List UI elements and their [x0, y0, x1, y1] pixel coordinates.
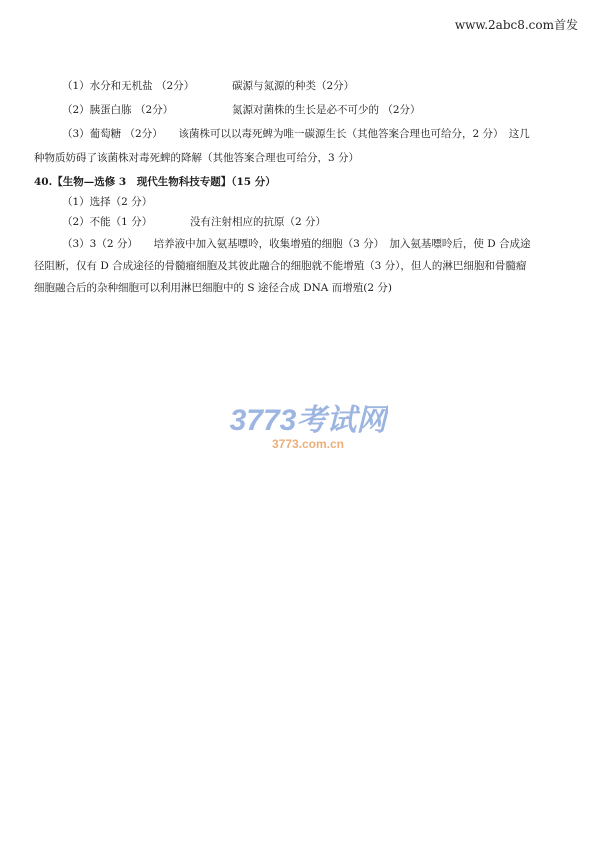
watermark-logo: [228, 400, 388, 456]
q40-item3-line3: 细胞融合后的杂种细胞可以利用淋巴细胞中的 S 途径合成 DNA 而增殖(2 分): [34, 282, 392, 294]
q39-item3-line2: 种物质妨碍了该菌株对毒死蜱的降解（其他答案合理也可给分，3 分）: [34, 152, 360, 164]
q39-item3-line1: （3）葡萄糖 （2分） 该菌株可以以毒死蜱为唯一碳源生长（其他答案合理也可给分，2 分） 这几: [62, 128, 530, 140]
q40-item1: （1）选择（2 分）: [62, 196, 153, 208]
q39-item1-part-b: 碳源与氮源的种类（2分）: [232, 80, 355, 92]
q40-item2-part-b: 没有注射相应的抗原（2 分）: [190, 216, 327, 228]
q40-heading: 40.【生物—选修 3 现代生物科技专题】（15 分）: [34, 176, 276, 188]
site-url-header: www.2abc8.com首发: [454, 18, 578, 32]
q39-item2-part-b: 氮源对菌株的生长是必不可少的 （2分）: [232, 104, 421, 116]
watermark-logo-text: 3773考试网: [229, 404, 387, 437]
watermark-url-text: 3773.com.cn: [271, 437, 345, 451]
q40-item3-line2: 径阻断，仅有 D 合成途径的骨髓瘤细胞及其彼此融合的细胞就不能增殖（3 分），但人的淋巴细胞和骨髓瘤: [34, 260, 527, 272]
q40-item2-part-a: （2）不能（1 分）: [62, 216, 153, 228]
q39-item2-part-a: （2）胰蛋白胨 （2分）: [62, 104, 174, 116]
q40-item3-line1: （3）3（2 分） 培养液中加入氨基嘌呤，收集增殖的细胞（3 分） 加入氨基嘌呤后，使 D 合成途: [62, 238, 531, 250]
q39-item1-part-a: （1）水分和无机盐 （2分）: [62, 80, 195, 92]
